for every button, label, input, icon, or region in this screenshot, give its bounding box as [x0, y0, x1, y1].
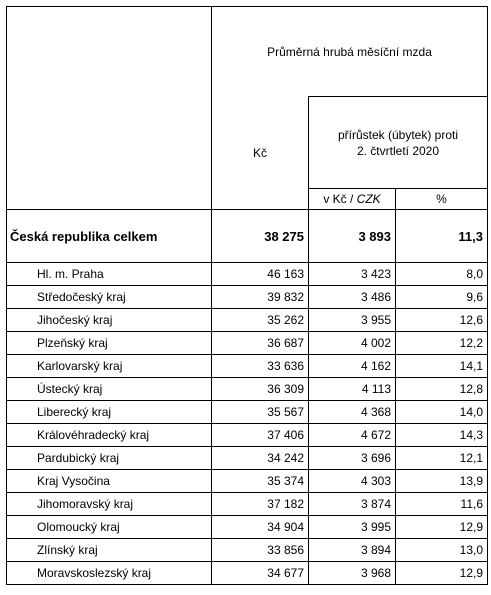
region-wage-kc: 34 677: [212, 562, 309, 585]
region-growth-pct: 12,9: [396, 562, 488, 585]
region-growth-pct: 9,6: [396, 286, 488, 309]
region-growth-pct: 14,1: [396, 355, 488, 378]
total-diff: 3 893: [309, 210, 396, 263]
header-unit-czk: [309, 189, 396, 210]
header-growth-cell: [309, 97, 488, 189]
region-wage-kc: 33 856: [212, 539, 309, 562]
region-wage-kc: 36 309: [212, 378, 309, 401]
region-growth-czk: 4 303: [309, 470, 396, 493]
region-wage-kc: 39 832: [212, 286, 309, 309]
region-growth-pct: 12,2: [396, 332, 488, 355]
region-wage-kc: 35 567: [212, 401, 309, 424]
region-wage-kc: 36 687: [212, 332, 309, 355]
region-wage-kc: 33 636: [212, 355, 309, 378]
region-name: Moravskoslezský kraj: [7, 562, 212, 585]
header-row-title: [7, 7, 488, 97]
region-growth-czk: 4 002: [309, 332, 396, 355]
header-main-label: Průměrná hrubá měsíční mzda: [267, 44, 432, 59]
total-name: Česká republika celkem: [7, 210, 212, 263]
header-region-cell: [7, 7, 212, 210]
table-row: [7, 286, 488, 309]
region-growth-czk: 3 955: [309, 309, 396, 332]
header-growth-line1: přírůstek (úbytek) proti: [337, 127, 459, 142]
table-row: [7, 470, 488, 493]
table-row: [7, 332, 488, 355]
region-growth-czk: 3 968: [309, 562, 396, 585]
region-growth-czk: 3 423: [309, 263, 396, 286]
table-row: [7, 309, 488, 332]
region-wage-kc: 46 163: [212, 263, 309, 286]
table-row: [7, 401, 488, 424]
region-wage-kc: 37 182: [212, 493, 309, 516]
wage-table-sheet: [6, 6, 487, 585]
region-name: Hl. m. Praha: [7, 263, 212, 286]
region-growth-czk: 4 672: [309, 424, 396, 447]
region-name: Plzeňský kraj: [7, 332, 212, 355]
region-growth-czk: 3 696: [309, 447, 396, 470]
header-main-cell: [212, 7, 488, 97]
region-growth-pct: 12,9: [396, 516, 488, 539]
region-growth-czk: 3 874: [309, 493, 396, 516]
total-kc: 38 275: [212, 210, 309, 263]
region-growth-pct: 13,9: [396, 470, 488, 493]
region-growth-pct: 12,6: [396, 309, 488, 332]
region-growth-czk: 4 368: [309, 401, 396, 424]
header-unit-pct: [396, 189, 488, 210]
table-row: [7, 539, 488, 562]
region-growth-pct: 14,3: [396, 424, 488, 447]
region-wage-kc: 34 904: [212, 516, 309, 539]
table-row: [7, 263, 488, 286]
header-unit-pct-label: %: [436, 192, 447, 206]
header-kc-label: Kč: [252, 145, 267, 160]
region-growth-pct: 14,0: [396, 401, 488, 424]
region-name: Královéhradecký kraj: [7, 424, 212, 447]
wage-table: [6, 6, 488, 585]
region-wage-kc: 37 406: [212, 424, 309, 447]
region-growth-pct: 12,8: [396, 378, 488, 401]
region-name: Středočeský kraj: [7, 286, 212, 309]
region-growth-czk: 3 995: [309, 516, 396, 539]
table-row: [7, 493, 488, 516]
table-row: [7, 378, 488, 401]
region-name: Jihočeský kraj: [7, 309, 212, 332]
table-row: [7, 562, 488, 585]
region-name: Liberecký kraj: [7, 401, 212, 424]
region-growth-pct: 11,6: [396, 493, 488, 516]
region-name: Zlínský kraj: [7, 539, 212, 562]
table-row: [7, 447, 488, 470]
region-wage-kc: 34 242: [212, 447, 309, 470]
header-growth-line2: 2. čtvrtletí 2020: [356, 143, 440, 158]
region-growth-czk: 4 162: [309, 355, 396, 378]
header-kc-cell: [212, 97, 309, 210]
region-growth-pct: 8,0: [396, 263, 488, 286]
region-wage-kc: 35 262: [212, 309, 309, 332]
total-pct: 11,3: [396, 210, 488, 263]
region-wage-kc: 35 374: [212, 470, 309, 493]
region-growth-czk: 4 113: [309, 378, 396, 401]
region-name: Ústecký kraj: [7, 378, 212, 401]
header-unit-czk-prefix: v Kč /: [323, 192, 357, 206]
table-row: [7, 516, 488, 539]
region-growth-czk: 3 894: [309, 539, 396, 562]
region-name: Karlovarský kraj: [7, 355, 212, 378]
total-row: [7, 210, 488, 263]
region-name: Pardubický kraj: [7, 447, 212, 470]
region-name: Olomoucký kraj: [7, 516, 212, 539]
region-name: Kraj Vysočina: [7, 470, 212, 493]
region-name: Jihomoravský kraj: [7, 493, 212, 516]
region-growth-pct: 12,1: [396, 447, 488, 470]
table-row: [7, 355, 488, 378]
header-unit-czk-italic: CZK: [356, 192, 381, 206]
region-growth-czk: 3 486: [309, 286, 396, 309]
table-row: [7, 424, 488, 447]
region-growth-pct: 13,0: [396, 539, 488, 562]
